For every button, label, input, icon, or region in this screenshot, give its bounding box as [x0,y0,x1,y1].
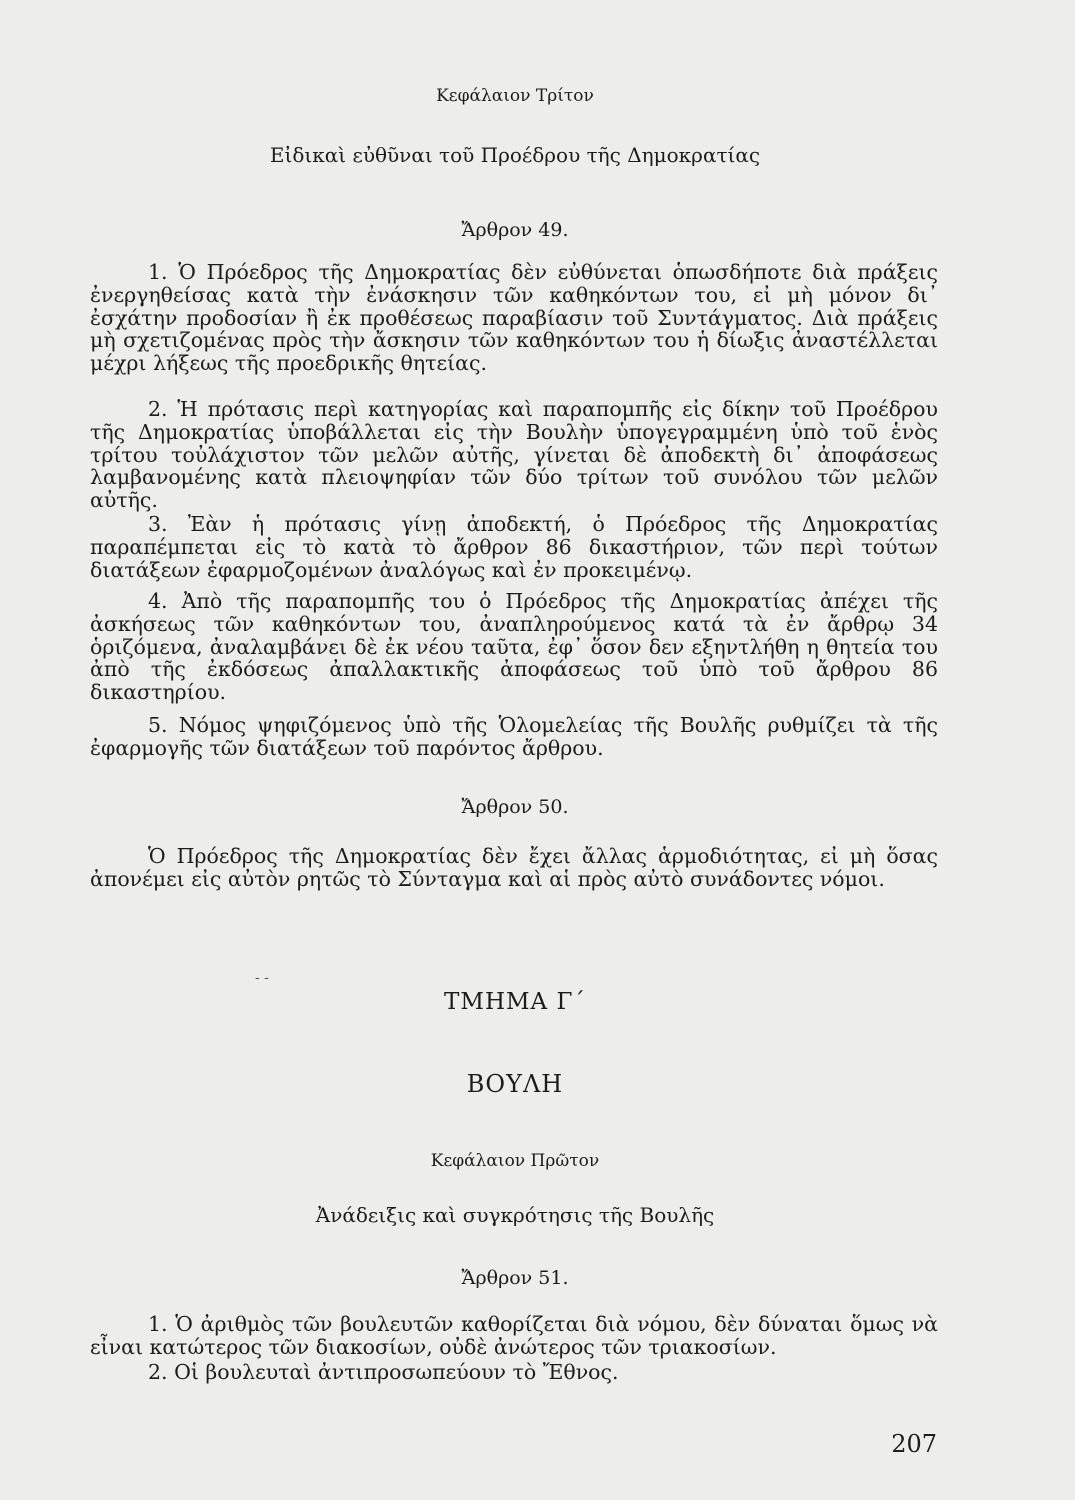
article-49-paragraph-4: 4. Ἀπὸ τῆς παραπομπῆς του ὁ Πρόεδρος τῆς Δημοκρατίας ἀπέχει τῆς ἀσκήσεως τῶν καθηκόντων του, ἀναπληρούμενος κατά τὰ ἐν ἄρθρῳ 34 ὁριζόμενα, ἀναλαμβάνει δὲ ἐκ νέου ταῦτα, ἐφ᾽ ὅσον δεν εξηντλήθη η θητεία του ἀπὸ τῆς ἐκδόσεως ἀπαλλακτικῆς ἀποφάσεως τοῦ ὑπὸ τοῦ ἄρθρου 86 δικαστηρίου. [90,589,938,705]
article-49-paragraph-3: 3. Ἐὰν ἡ πρότασις γίνῃ ἀποδεκτή, ὁ Πρόεδρος τῆς Δημοκρατίας παραπέμπεται εἰς τὸ κατὰ τὸ ἄρθρον 86 δικαστήριον, τῶν περὶ τούτων διατάξεων ἐφαρμοζομένων ἀναλόγως καὶ ἐν προκειμένῳ. [90,512,938,582]
article-49-heading: Ἄρθρον 49. [461,219,569,241]
article-51-heading: Ἄρθρον 51. [461,1267,569,1289]
page-number: 207 [891,1430,937,1458]
article-51-paragraph-1: 1. Ὁ ἀριθμὸς τῶν βουλευτῶν καθορίζεται διὰ νόμου, δὲν δύναται ὅμως νὰ εἶναι κατώτερος τῶν διακοσίων, οὐδὲ ἀνώτερος τῶν τριακοσίων. [90,1312,938,1359]
section-heading: ΤΜΗΜΑ Γ΄ [444,989,586,1015]
article-50-heading: Ἄρθρον 50. [461,796,569,818]
part-title: ΒΟΥΛΗ [466,1070,564,1098]
article-49-paragraph-5: 5. Νόμος ψηφιζόμενος ὑπὸ τῆς Ὁλομελείας τῆς Βουλῆς ρυθμίζει τὰ τῆς ἐφαρμογῆς τῶν διατάξεων τοῦ παρόντος ἄρθρου. [90,713,938,760]
article-51-paragraph-2: 2. Οἱ βουλευταὶ ἀντιπροσωπεύουν τὸ Ἔθνος. [148,1360,619,1384]
article-49-paragraph-2: 2. Ἡ πρότασις περὶ κατηγορίας καὶ παραπομπῆς εἰς δίκην τοῦ Προέδρου τῆς Δημοκρατίας ὑποβάλλεται εἰς τὴν Βουλὴν ὑπογεγραμμένη ὑπὸ τοῦ ἑνὸς τρίτου τοὐλάχιστον τῶν μελῶν αὐτῆς, γίνεται δὲ ἀποδεκτὴ δι᾽ ἀποφάσεως λαμβανομένης κατὰ πλειοψηφίαν τῶν δύο τρίτων τοῦ συνόλου τῶν μελῶν αὐτῆς. [90,397,938,513]
chapter-three-title: Εἰδικαὶ εὐθῦναι τοῦ Προέδρου τῆς Δημοκρατίας [269,143,761,167]
margin-mark: - - [255,970,269,986]
chapter-one-title: Ἀνάδειξις καὶ συγκρότησις τῆς Βουλῆς [315,1203,715,1227]
chapter-one-heading: Κεφάλαιον Πρῶτον [430,1151,600,1171]
chapter-three-heading: Κεφάλαιον Τρίτον [436,86,594,106]
article-50-paragraph: Ὁ Πρόεδρος τῆς Δημοκρατίας δὲν ἔχει ἄλλας ἁρμοδιότητας, εἰ μὴ ὅσας ἀπονέμει εἰς αὐτὸν ρητῶς τὸ Σύνταγμα καὶ αἱ πρὸς αὐτὸ συνάδοντες νόμοι. [90,844,938,891]
article-49-paragraph-1: 1. Ὁ Πρόεδρος τῆς Δημοκρατίας δὲν εὐθύνεται ὁπωσδήποτε διὰ πράξεις ἐνεργηθείσας κατὰ τὴν ἐνάσκησιν τῶν καθηκόντων του, εἰ μὴ μόνον δι᾽ ἐσχάτην προδοσίαν ἢ ἐκ προθέσεως παραβίασιν τοῦ Συντάγματος. Διὰ πράξεις μὴ σχετιζομένας πρὸς τὴν ἄσκησιν τῶν καθηκόντων του ἡ δίωξις ἀναστέλλεται μέχρι λήξεως τῆς προεδρικῆς θητείας. [90,260,938,376]
